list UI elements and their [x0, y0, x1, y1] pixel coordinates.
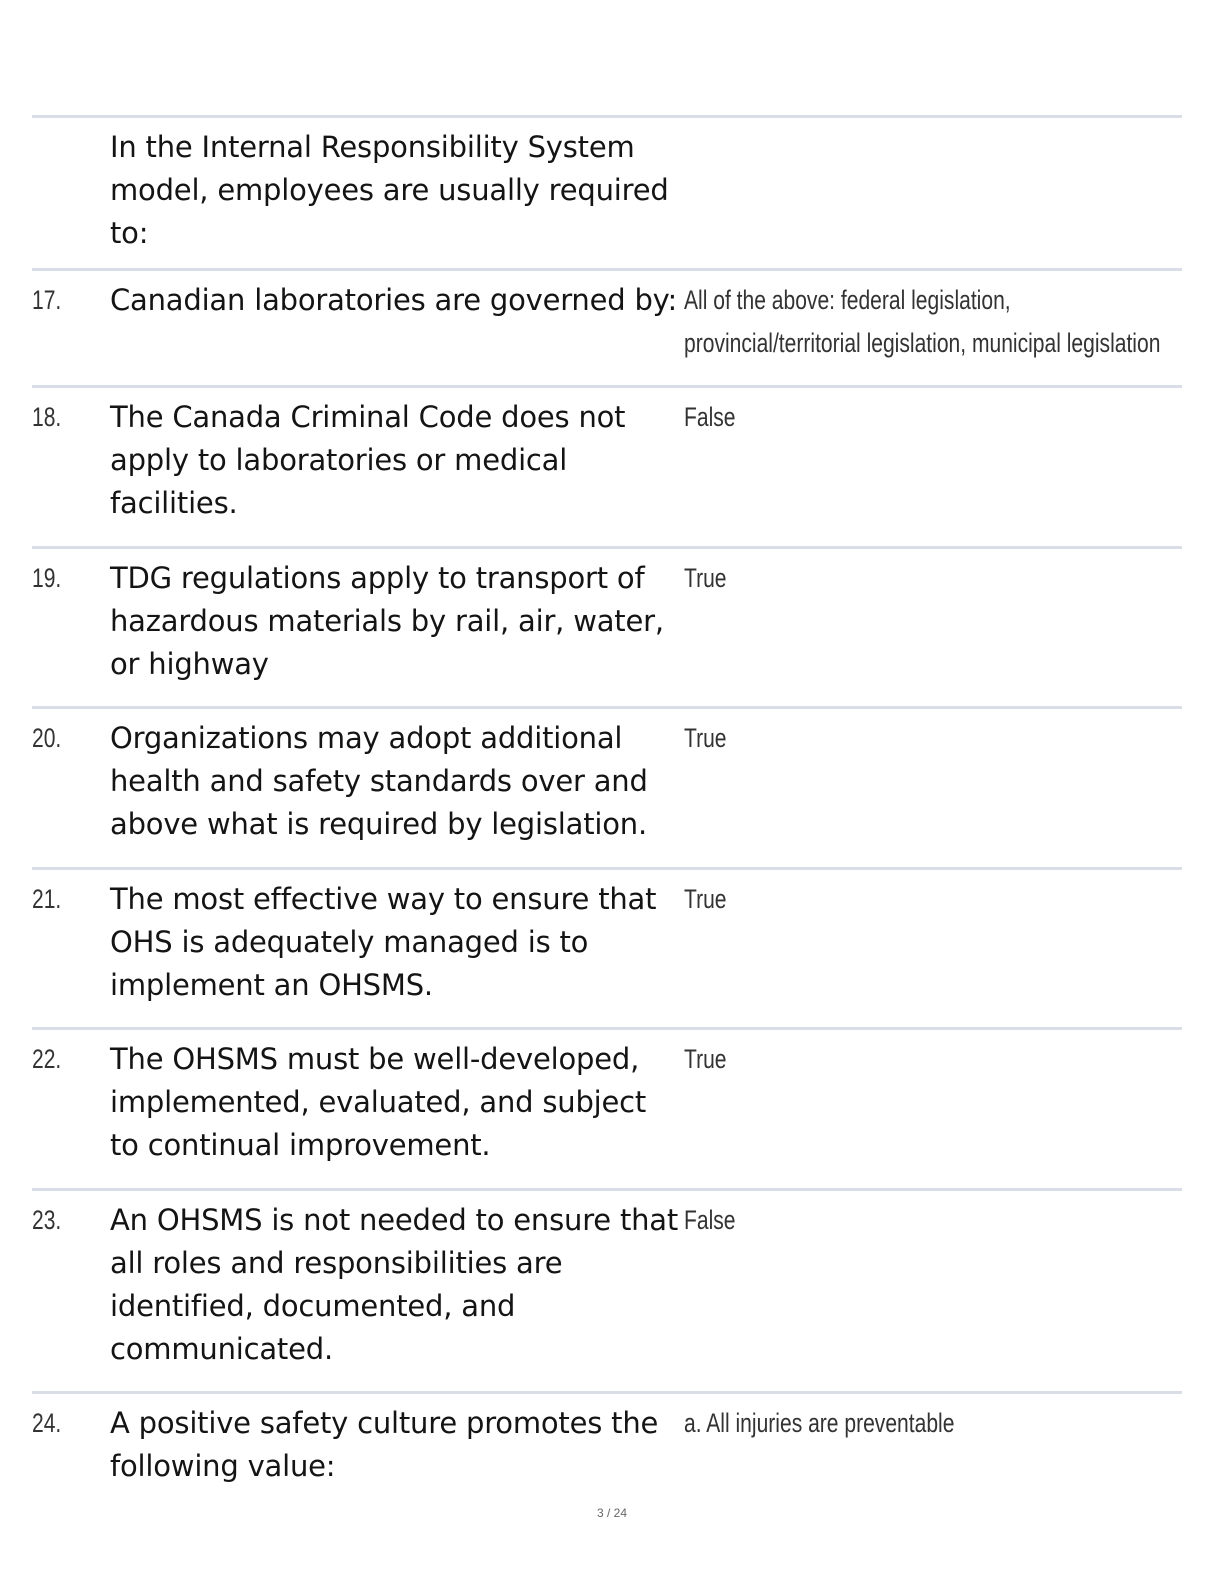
- qa-row: [32, 1191, 1182, 1394]
- answer-text: a. All injuries are preventable: [684, 1408, 955, 1438]
- question-number: 19.: [32, 563, 62, 593]
- answer-text: True: [684, 723, 727, 753]
- question-number: 17.: [32, 285, 62, 315]
- question-text: Organizations may adopt additional health and safety standards over and above what is required by legislation.: [110, 721, 648, 841]
- qa-row: [32, 1394, 1182, 1504]
- page-number: 3 / 24: [596, 1506, 628, 1520]
- qa-row: [32, 1030, 1182, 1191]
- answer-text: [682, 126, 1182, 251]
- qa-row: [32, 118, 1182, 271]
- question-text: The Canada Criminal Code does not apply to laboratories or medical facilities.: [110, 400, 626, 520]
- qa-row: [32, 549, 1182, 709]
- question-text: TDG regulations apply to transport of hazardous materials by rail, air, water, or highway: [110, 561, 664, 681]
- question-number: [32, 126, 93, 251]
- question-text: A positive safety culture promotes the following value:: [110, 1406, 659, 1483]
- question-text: Canadian laboratories are governed by:: [110, 283, 678, 317]
- answer-text: True: [684, 1044, 727, 1074]
- answer-text: True: [684, 884, 727, 914]
- question-number: 24.: [32, 1408, 62, 1438]
- question-number: 22.: [32, 1044, 62, 1074]
- answer-text: False: [684, 1205, 736, 1235]
- question-number: 18.: [32, 402, 62, 432]
- qa-table: [32, 115, 1182, 1504]
- question-number: 23.: [32, 1205, 62, 1235]
- answer-text: All of the above: federal legislation, provincial/territorial legislation, municipal legislation: [684, 285, 1161, 358]
- question-text: The OHSMS must be well-developed, implemented, evaluated, and subject to continual improvement.: [110, 1042, 647, 1162]
- question-number: 21.: [32, 884, 62, 914]
- question-number: 20.: [32, 723, 62, 753]
- question-text: The most effective way to ensure that OHS is adequately managed is to implement an OHSMS.: [110, 882, 657, 1002]
- question-text: In the Internal Responsibility System model, employees are usually required to:: [110, 130, 669, 250]
- answer-text: False: [684, 402, 736, 432]
- qa-row: [32, 709, 1182, 870]
- qa-row: [32, 271, 1182, 388]
- qa-row: [32, 388, 1182, 549]
- qa-row: [32, 870, 1182, 1030]
- question-text: An OHSMS is not needed to ensure that all roles and responsibilities are identified, documented, and communicated.: [110, 1203, 679, 1366]
- answer-text: True: [684, 563, 727, 593]
